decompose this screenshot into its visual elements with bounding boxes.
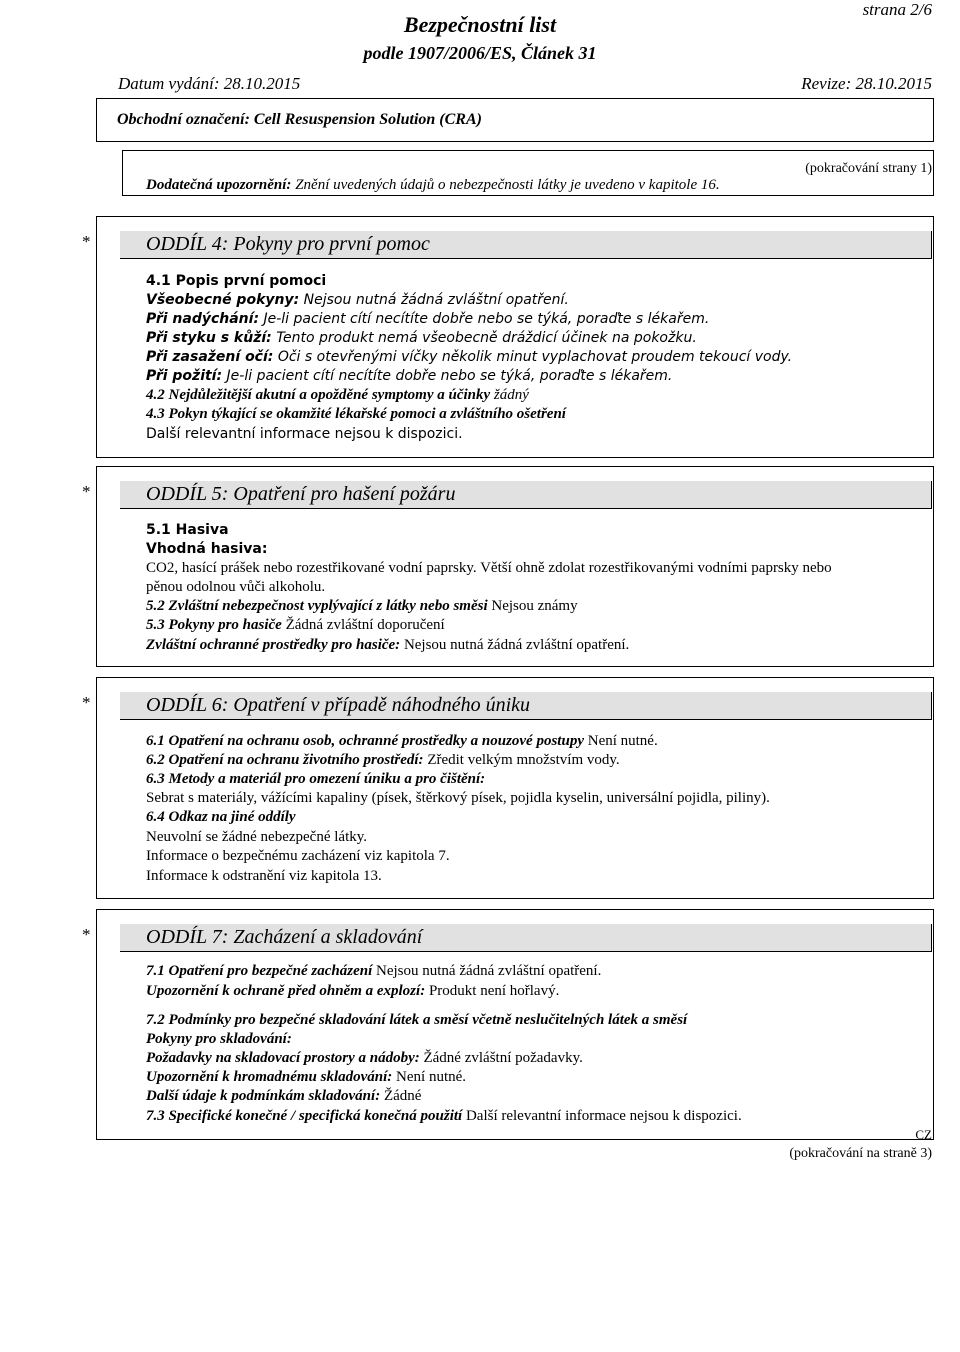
s7-line-4: Pokyny pro skladování: [146, 1031, 292, 1047]
s5-hazards-text: Nejsou známy [491, 598, 578, 614]
s5-equipment-label: Zvláštní ochranné prostředky pro hasiče: [146, 637, 401, 653]
s4-ingestion-text: Je-li pacient cítí necítíte dobře nebo se týká, poraďte s lékařem. [226, 368, 673, 384]
continued-from: (pokračování strany 1) [805, 161, 932, 176]
s6-line-7: Informace o bezpečnému zacházení viz kapitola 7. [146, 848, 450, 864]
s6-environment-label: 6.2 Opatření na ochranu životního prostředí: [146, 752, 424, 768]
s4-line-5 [146, 349, 792, 365]
s7-line-1 [146, 963, 601, 980]
s4-heading-4-1: 4.1 Popis první pomoci [146, 273, 327, 289]
s7-bulk-text: Není nutné. [396, 1069, 467, 1085]
revision-date: Revize: 28.10.2015 [801, 74, 932, 93]
s5-line-6 [146, 617, 445, 634]
additional-text: Znění uvedených údajů o nebezpečnosti látky je uvedeno v kapitole 16. [295, 177, 720, 193]
s5-line-4: pěnou odolnou vůči alkoholu. [146, 579, 326, 595]
product-identifier [117, 111, 482, 129]
s6-line-1 [146, 733, 658, 750]
document-title: Bezpečnostní list [403, 12, 557, 37]
s5-line-3: CO2, hasící prášek nebo rozestřikované vodní paprsky. Větší ohně zdolat rozestřikovanými vodními paprsky nebo [146, 560, 832, 576]
s6-line-5: 6.4 Odkaz na jiné oddíly [146, 809, 296, 825]
s4-line-8: 4.3 Pokyn týkající se okamžité lékařské pomoci a zvláštního ošetření [146, 406, 566, 422]
language-code: CZ [915, 1127, 932, 1142]
s7-line-2 [146, 983, 559, 1000]
s5-equipment-text: Nejsou nutná žádná zvláštní opatření. [403, 637, 630, 653]
section-6-title: ODDÍL 6: Opatření v případě náhodného úniku [146, 694, 531, 716]
revision-star: * [82, 693, 91, 712]
page-number: strana 2/6 [862, 0, 932, 19]
s7-fire-text: Produkt není hořlavý. [428, 983, 560, 999]
s4-symptoms-label: 4.2 Nejdůležitější akutní a opožděné symptomy a účinky [146, 387, 491, 403]
s6-personal-text: Není nutné. [587, 733, 658, 749]
continued-to: (pokračování na straně 3) [789, 1146, 932, 1161]
s5-line-1: 5.1 Hasiva [146, 522, 229, 538]
s5-hazards-label: 5.2 Zvláštní nebezpečnost vyplývající z látky nebo směsi [146, 598, 488, 614]
section-7-title: ODDÍL 7: Zacházení a skladování [146, 926, 423, 948]
s7-bulk-label: Upozornění k hromadnému skladování: [146, 1069, 393, 1085]
s7-conditions-label: Další údaje k podmínkám skladování: [146, 1088, 381, 1104]
s7-storage-req-label: Požadavky na skladovací prostory a nádoby: [146, 1050, 420, 1066]
s4-general-text: Nejsou nutná žádná zvláštní opatření. [303, 292, 569, 308]
s5-line-5 [146, 598, 578, 615]
revision-star: * [82, 482, 91, 501]
s7-line-3: 7.2 Podmínky pro bezpečné skladování látek a směsí včetně neslučitelných látek a směsí [146, 1012, 688, 1028]
s6-line-6: Neuvolní se žádné nebezpečné látky. [146, 829, 368, 845]
s7-line-6 [146, 1069, 466, 1086]
s7-conditions-text: Žádné [383, 1088, 422, 1104]
s7-line-7 [146, 1088, 421, 1105]
s4-line-9: Další relevantní informace nejsou k dispozici. [146, 426, 463, 442]
s6-line-8: Informace k odstranění viz kapitola 13. [146, 868, 382, 884]
s4-line-2 [146, 292, 569, 308]
s7-fire-label: Upozornění k ochraně před ohněm a explozí: [146, 983, 426, 999]
s4-line-1 [146, 273, 326, 289]
s7-end-use-text: Další relevantní informace nejsou k dispozici. [465, 1108, 742, 1124]
document-subtitle: podle 1907/2006/ES, Článek 31 [363, 43, 597, 63]
s5-advice-text: Žádná zvláštní doporučení [285, 617, 445, 633]
s4-symptoms-text: žádný [493, 387, 529, 403]
s4-line-6 [146, 368, 672, 384]
product-label: Obchodní označení: [117, 111, 250, 128]
s4-inhalation-label: Při nadýchání: [146, 311, 260, 327]
s6-line-4: Sebrat s materiály, vážícími kapaliny (písek, štěrkový písek, pojidla kyselin, universální pojidla, piliny). [146, 790, 770, 806]
issue-date: Datum vydání: 28.10.2015 [118, 74, 301, 93]
additional-note [146, 177, 720, 194]
s7-line-8 [146, 1108, 742, 1125]
s6-line-2 [146, 752, 620, 769]
s7-storage-req-text: Žádné zvláštní požadavky. [423, 1050, 583, 1066]
s4-skin-text: Tento produkt nemá všeobecně dráždicí účinek na pokožku. [276, 330, 697, 346]
section-4-title: ODDÍL 4: Pokyny pro první pomoc [146, 233, 430, 255]
s4-ingestion-label: Při požití: [146, 368, 223, 384]
additional-label: Dodatečná upozornění: [146, 177, 292, 193]
s7-line-5 [146, 1050, 583, 1067]
revision-star: * [82, 925, 91, 944]
s4-general-label: Všeobecné pokyny: [146, 292, 300, 308]
s7-end-use-label: 7.3 Specifické konečné / specifická konečná použití [146, 1108, 463, 1124]
s6-environment-text: Zředit velkým množstvím vody. [427, 752, 620, 768]
s4-eye-label: Při zasažení očí: [146, 349, 274, 365]
revision-star: * [82, 232, 91, 251]
s4-line-4 [146, 330, 697, 346]
s6-line-3: 6.3 Metody a materiál pro omezení úniku a pro čištění: [146, 771, 486, 787]
s5-advice-label: 5.3 Pokyny pro hasiče [146, 617, 282, 633]
s5-line-7 [146, 637, 629, 654]
s7-handling-label: 7.1 Opatření pro bezpečné zacházení [146, 963, 373, 979]
product-name: Cell Resuspension Solution (CRA) [253, 111, 482, 128]
s4-line-3 [146, 311, 709, 327]
s4-skin-label: Při styku s kůží: [146, 330, 272, 346]
s5-line-2: Vhodná hasiva: [146, 541, 268, 557]
s4-inhalation-text: Je-li pacient cítí necítíte dobře nebo se týká, poraďte s lékařem. [263, 311, 710, 327]
s4-line-7 [146, 387, 529, 404]
s4-eye-text: Oči s otevřenými víčky několik minut vyplachovat proudem tekoucí vody. [277, 349, 793, 365]
s7-handling-text: Nejsou nutná žádná zvláštní opatření. [376, 963, 602, 979]
s6-personal-label: 6.1 Opatření na ochranu osob, ochranné prostředky a nouzové postupy [146, 733, 584, 749]
section-5-title: ODDÍL 5: Opatření pro hašení požáru [146, 483, 456, 505]
